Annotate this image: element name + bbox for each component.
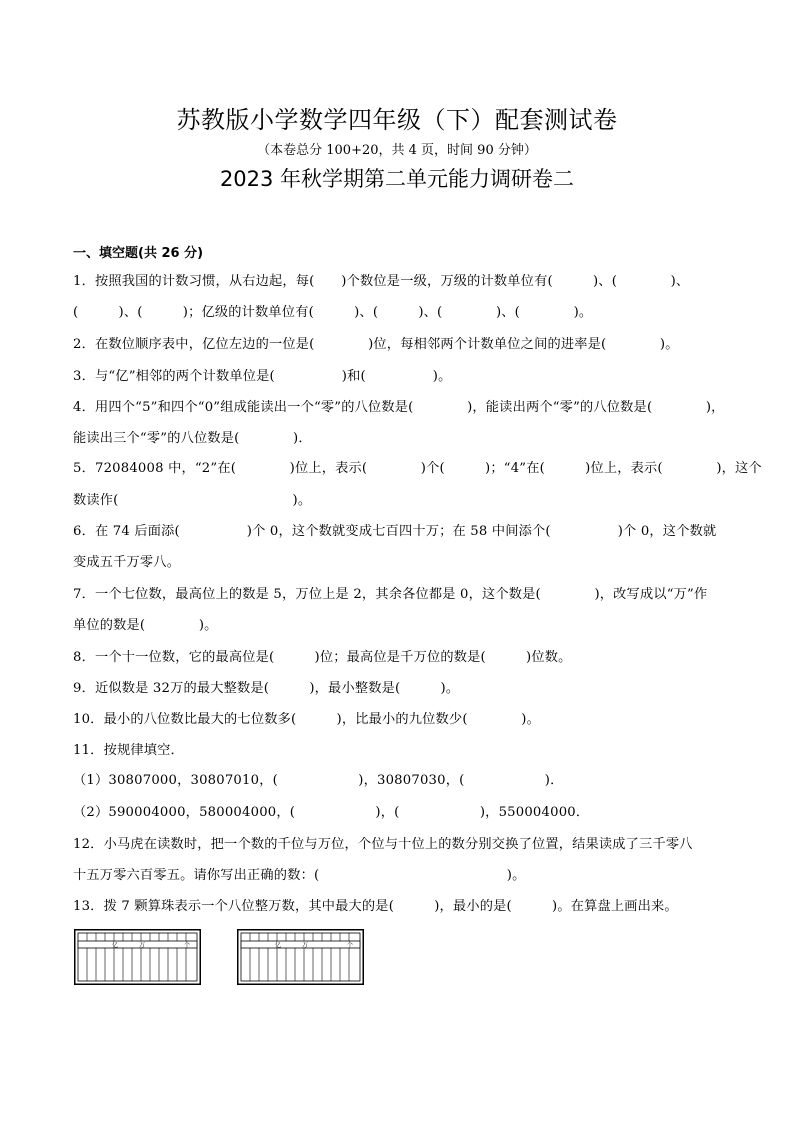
question-line: 十五万零六百零五。请你写出正确的数：( )。 (73, 868, 526, 883)
abacus-diagram[interactable] (74, 929, 201, 985)
question-line: （2）590004000，580004000，( )，( )，550004000． (73, 805, 590, 820)
question-line: 12．小马虎在读数时，把一个数的千位与万位，个位与十位上的数分别交换了位置，结果读成了三千零八 (73, 837, 693, 852)
question-line: ( )、( )；亿级的计数单位有( )、( )、( )、( )。 (73, 305, 593, 320)
abacus-label-wan: 万 (301, 942, 309, 949)
question-line: 5．72084008 中，“2”在( )位上，表示( )个( )；“4”在( )位上，表示( )，这个 (73, 461, 762, 476)
abacus-diagram[interactable] (237, 929, 364, 985)
question-line: 8．一个十一位数，它的最高位是( )位；最高位是千万位的数是( )位数。 (73, 650, 572, 665)
abacus-label-yi: 亿 (274, 942, 282, 949)
question-line: 变成五千万零八。 (73, 555, 181, 570)
question-line: 11．按规律填空． (73, 743, 184, 758)
abacus-label-yi: 亿 (111, 942, 119, 949)
question-line: 2．在数位顺序表中，亿位左边的一位是( )位，每相邻两个计数单位之间的进率是( )。 (73, 337, 679, 352)
abacus-label-ge: 个 (183, 942, 191, 949)
page-title: 苏教版小学数学四年级（下）配套测试卷 (176, 106, 618, 134)
question-line: 6．在 74 后面添( )个 0，这个数就变成七百四十万；在 58 中间添个( )个 0，这个数就 (73, 524, 717, 539)
question-line: 单位的数是( )。 (73, 618, 218, 633)
question-line: 能读出三个“零”的八位数是( )． (73, 431, 312, 446)
question-line: 1．按照我国的计数习惯，从右边起，每( )个数位是一级，万级的计数单位有( )、( )、 (73, 274, 690, 289)
question-line: 数读作( )。 (73, 493, 312, 508)
question-line: （1）30807000，30807010，( )，30807030，( )． (73, 773, 564, 788)
abacus-label-ge: 个 (346, 942, 354, 949)
question-line: 13．拨 7 颗算珠表示一个八位整万数，其中最大的是( )，最小的是( )。在算盘上画出来。 (73, 899, 678, 914)
exam-info: （本卷总分 100+20，共 4 页，时间 90 分钟） (257, 143, 537, 158)
abacus-label-wan: 万 (138, 942, 146, 949)
question-line: 10．最小的八位数比最大的七位数多( )，比最小的九位数少( )。 (73, 712, 540, 727)
question-line: 3．与“亿”相邻的两个计数单位是( )和( )。 (73, 369, 452, 384)
exam-title: 2023 年秋学期第二单元能力调研卷二 (219, 167, 575, 191)
question-line: 4．用四个“5”和四个“0”组成能读出一个“零”的八位数是( )，能读出两个“零”的八位数是( )， (73, 400, 725, 415)
question-line: 7．一个七位数，最高位上的数是 5，万位上是 2，其余各位都是 0，这个数是( )，改写成以“万”作 (73, 587, 708, 602)
section-heading: 一、填空题(共 26 分) (73, 246, 204, 261)
question-line: 9．近似数是 32万的最大整数是( )，最小整数是( )。 (73, 681, 460, 696)
